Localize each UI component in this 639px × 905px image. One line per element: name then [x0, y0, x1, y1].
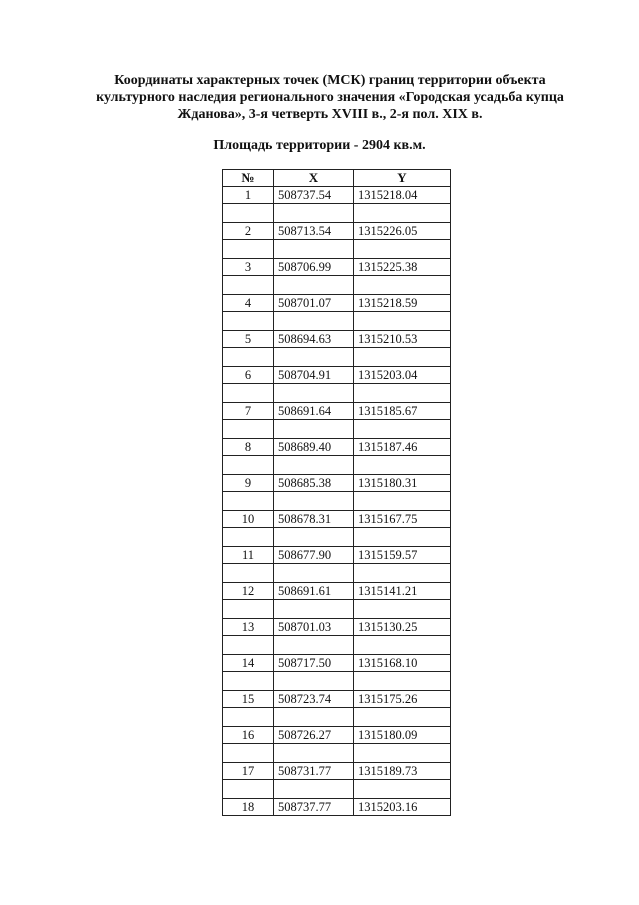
table-spacer-row	[223, 672, 451, 691]
cell-x: 508694.63	[274, 331, 354, 348]
table-spacer-row	[223, 564, 451, 583]
table-spacer-row	[223, 636, 451, 655]
table-spacer-row	[223, 204, 451, 223]
cell-x: 508701.03	[274, 619, 354, 636]
spacer-cell	[274, 600, 354, 619]
cell-y: 1315203.16	[354, 799, 451, 816]
cell-x: 508706.99	[274, 259, 354, 276]
table-row	[223, 763, 451, 780]
cell-number: 10	[223, 511, 274, 528]
cell-y: 1315225.38	[354, 259, 451, 276]
spacer-cell	[354, 204, 451, 223]
spacer-cell	[274, 348, 354, 367]
table-row	[223, 511, 451, 528]
table-row	[223, 259, 451, 276]
spacer-cell	[274, 708, 354, 727]
document-title	[60, 72, 600, 123]
spacer-cell	[354, 492, 451, 511]
table-row	[223, 403, 451, 420]
table-spacer-row	[223, 240, 451, 259]
cell-y: 1315189.73	[354, 763, 451, 780]
cell-number: 11	[223, 547, 274, 564]
title-line-2: культурного наследия регионального значения «Городская усадьба купца	[96, 90, 564, 105]
table-spacer-row	[223, 420, 451, 439]
table-spacer-row	[223, 456, 451, 475]
spacer-cell	[223, 564, 274, 583]
cell-y: 1315226.05	[354, 223, 451, 240]
cell-number: 14	[223, 655, 274, 672]
cell-x: 508713.54	[274, 223, 354, 240]
cell-y: 1315167.75	[354, 511, 451, 528]
cell-x: 508701.07	[274, 295, 354, 312]
table-spacer-row	[223, 492, 451, 511]
table-body	[223, 187, 451, 816]
cell-y: 1315203.04	[354, 367, 451, 384]
cell-number: 3	[223, 259, 274, 276]
table-row	[223, 727, 451, 744]
spacer-cell	[223, 600, 274, 619]
cell-y: 1315130.25	[354, 619, 451, 636]
table-row	[223, 223, 451, 240]
spacer-cell	[223, 636, 274, 655]
cell-x: 508691.64	[274, 403, 354, 420]
table-spacer-row	[223, 780, 451, 799]
cell-y: 1315159.57	[354, 547, 451, 564]
cell-number: 6	[223, 367, 274, 384]
cell-number: 4	[223, 295, 274, 312]
cell-y: 1315210.53	[354, 331, 451, 348]
spacer-cell	[354, 600, 451, 619]
table-spacer-row	[223, 708, 451, 727]
cell-y: 1315180.31	[354, 475, 451, 492]
table-row	[223, 187, 451, 204]
table-row	[223, 439, 451, 456]
cell-x: 508717.50	[274, 655, 354, 672]
cell-number: 9	[223, 475, 274, 492]
spacer-cell	[223, 744, 274, 763]
cell-x: 508678.31	[274, 511, 354, 528]
spacer-cell	[223, 492, 274, 511]
cell-x: 508685.38	[274, 475, 354, 492]
table-spacer-row	[223, 276, 451, 295]
spacer-cell	[354, 672, 451, 691]
cell-x: 508704.91	[274, 367, 354, 384]
spacer-cell	[274, 384, 354, 403]
cell-number: 7	[223, 403, 274, 420]
cell-number: 13	[223, 619, 274, 636]
cell-y: 1315218.59	[354, 295, 451, 312]
cell-x: 508689.40	[274, 439, 354, 456]
cell-y: 1315187.46	[354, 439, 451, 456]
header-y: Y	[354, 170, 451, 187]
spacer-cell	[354, 636, 451, 655]
spacer-cell	[223, 204, 274, 223]
title-line-1: Координаты характерных точек (МСК) границ территории объекта	[114, 73, 546, 88]
cell-y: 1315218.04	[354, 187, 451, 204]
spacer-cell	[274, 636, 354, 655]
spacer-cell	[274, 528, 354, 547]
cell-y: 1315185.67	[354, 403, 451, 420]
table-spacer-row	[223, 600, 451, 619]
table-row	[223, 367, 451, 384]
table-row	[223, 475, 451, 492]
cell-number: 18	[223, 799, 274, 816]
cell-y: 1315141.21	[354, 583, 451, 600]
cell-number: 8	[223, 439, 274, 456]
spacer-cell	[223, 276, 274, 295]
spacer-cell	[223, 312, 274, 331]
cell-number: 15	[223, 691, 274, 708]
cell-x: 508691.61	[274, 583, 354, 600]
spacer-cell	[354, 420, 451, 439]
cell-y: 1315180.09	[354, 727, 451, 744]
spacer-cell	[274, 204, 354, 223]
cell-number: 2	[223, 223, 274, 240]
spacer-cell	[354, 780, 451, 799]
spacer-cell	[223, 456, 274, 475]
area-caption: Площадь территории - 2904 кв.м.	[213, 138, 426, 153]
spacer-cell	[354, 744, 451, 763]
spacer-cell	[274, 312, 354, 331]
cell-number: 5	[223, 331, 274, 348]
table-spacer-row	[223, 312, 451, 331]
spacer-cell	[223, 348, 274, 367]
table-row	[223, 655, 451, 672]
spacer-cell	[274, 492, 354, 511]
spacer-cell	[223, 528, 274, 547]
spacer-cell	[354, 312, 451, 331]
header-number: №	[223, 170, 274, 187]
header-x: X	[274, 170, 354, 187]
spacer-cell	[223, 240, 274, 259]
cell-x: 508737.54	[274, 187, 354, 204]
spacer-cell	[274, 240, 354, 259]
cell-x: 508737.77	[274, 799, 354, 816]
spacer-cell	[223, 420, 274, 439]
table-spacer-row	[223, 528, 451, 547]
cell-y: 1315168.10	[354, 655, 451, 672]
spacer-cell	[354, 528, 451, 547]
title-line-3: Жданова», 3-я четверть XVIII в., 2-я пол. XIX в.	[177, 107, 483, 122]
spacer-cell	[354, 276, 451, 295]
spacer-cell	[223, 708, 274, 727]
spacer-cell	[223, 384, 274, 403]
table-header-row	[223, 170, 451, 187]
cell-number: 1	[223, 187, 274, 204]
spacer-cell	[274, 780, 354, 799]
cell-number: 17	[223, 763, 274, 780]
cell-x: 508731.77	[274, 763, 354, 780]
spacer-cell	[354, 708, 451, 727]
cell-number: 16	[223, 727, 274, 744]
cell-x: 508726.27	[274, 727, 354, 744]
cell-y: 1315175.26	[354, 691, 451, 708]
spacer-cell	[274, 744, 354, 763]
spacer-cell	[274, 420, 354, 439]
table-row	[223, 295, 451, 312]
table-row	[223, 691, 451, 708]
spacer-cell	[354, 456, 451, 475]
table-row	[223, 583, 451, 600]
spacer-cell	[274, 672, 354, 691]
spacer-cell	[274, 276, 354, 295]
table-row	[223, 331, 451, 348]
coordinates-table	[222, 169, 451, 816]
spacer-cell	[354, 564, 451, 583]
spacer-cell	[223, 672, 274, 691]
spacer-cell	[274, 456, 354, 475]
spacer-cell	[354, 384, 451, 403]
cell-x: 508677.90	[274, 547, 354, 564]
spacer-cell	[354, 348, 451, 367]
table-row	[223, 547, 451, 564]
spacer-cell	[354, 240, 451, 259]
cell-x: 508723.74	[274, 691, 354, 708]
cell-number: 12	[223, 583, 274, 600]
table-spacer-row	[223, 744, 451, 763]
table-row	[223, 619, 451, 636]
table-spacer-row	[223, 384, 451, 403]
table-spacer-row	[223, 348, 451, 367]
table-row	[223, 799, 451, 816]
spacer-cell	[223, 780, 274, 799]
spacer-cell	[274, 564, 354, 583]
